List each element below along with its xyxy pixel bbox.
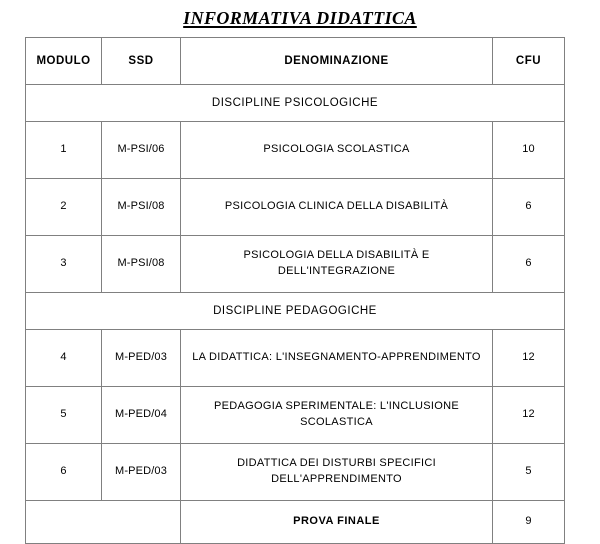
table-row <box>26 387 565 444</box>
cell-cfu: 12 <box>493 330 565 387</box>
section-heading-row <box>26 85 565 122</box>
cell-cfu: 6 <box>493 236 565 293</box>
page-title: INFORMATIVA DIDATTICA <box>183 8 417 28</box>
cell-ssd: M-PED/04 <box>102 387 181 444</box>
column-header-ssd: SSD <box>102 38 181 85</box>
cell-modulo-ssd-empty <box>26 501 181 544</box>
final-exam-row <box>26 501 565 544</box>
table-row <box>26 236 565 293</box>
cell-ssd: M-PED/03 <box>102 444 181 501</box>
section-heading-row <box>26 293 565 330</box>
cell-modulo: 4 <box>26 330 102 387</box>
cell-modulo: 5 <box>26 387 102 444</box>
cell-ssd: M-PSI/08 <box>102 179 181 236</box>
table-row <box>26 330 565 387</box>
cell-denominazione: PSICOLOGIA CLINICA DELLA DISABILITÀ <box>181 179 493 236</box>
table-row <box>26 122 565 179</box>
cell-cfu: 6 <box>493 179 565 236</box>
didactic-info-table <box>25 37 565 544</box>
table-header-row <box>26 38 565 85</box>
cell-denominazione: PSICOLOGIA DELLA DISABILITÀ E DELL'INTEGRAZIONE <box>181 236 493 293</box>
column-header-modulo: MODULO <box>26 38 102 85</box>
table-row <box>26 444 565 501</box>
cell-modulo: 2 <box>26 179 102 236</box>
cell-prova-finale-cfu: 9 <box>493 501 565 544</box>
cell-ssd: M-PSI/08 <box>102 236 181 293</box>
cell-denominazione: DIDATTICA DEI DISTURBI SPECIFICI DELL'APPRENDIMENTO <box>181 444 493 501</box>
column-header-denominazione: DENOMINAZIONE <box>181 38 493 85</box>
section-heading-pedagogiche: DISCIPLINE PEDAGOGICHE <box>26 293 565 330</box>
cell-denominazione: PEDAGOGIA SPERIMENTALE: L'INCLUSIONE SCOLASTICA <box>181 387 493 444</box>
didactic-info-table-container <box>25 37 564 544</box>
cell-cfu: 5 <box>493 444 565 501</box>
cell-modulo: 6 <box>26 444 102 501</box>
cell-modulo: 1 <box>26 122 102 179</box>
cell-prova-finale-label: PROVA FINALE <box>181 501 493 544</box>
column-header-cfu: CFU <box>493 38 565 85</box>
cell-modulo: 3 <box>26 236 102 293</box>
cell-ssd: M-PSI/06 <box>102 122 181 179</box>
cell-cfu: 10 <box>493 122 565 179</box>
table-row <box>26 179 565 236</box>
cell-ssd: M-PED/03 <box>102 330 181 387</box>
cell-denominazione: PSICOLOGIA SCOLASTICA <box>181 122 493 179</box>
section-heading-psicologiche: DISCIPLINE PSICOLOGICHE <box>26 85 565 122</box>
cell-cfu: 12 <box>493 387 565 444</box>
cell-denominazione: LA DIDATTICA: L'INSEGNAMENTO-APPRENDIMENTO <box>181 330 493 387</box>
